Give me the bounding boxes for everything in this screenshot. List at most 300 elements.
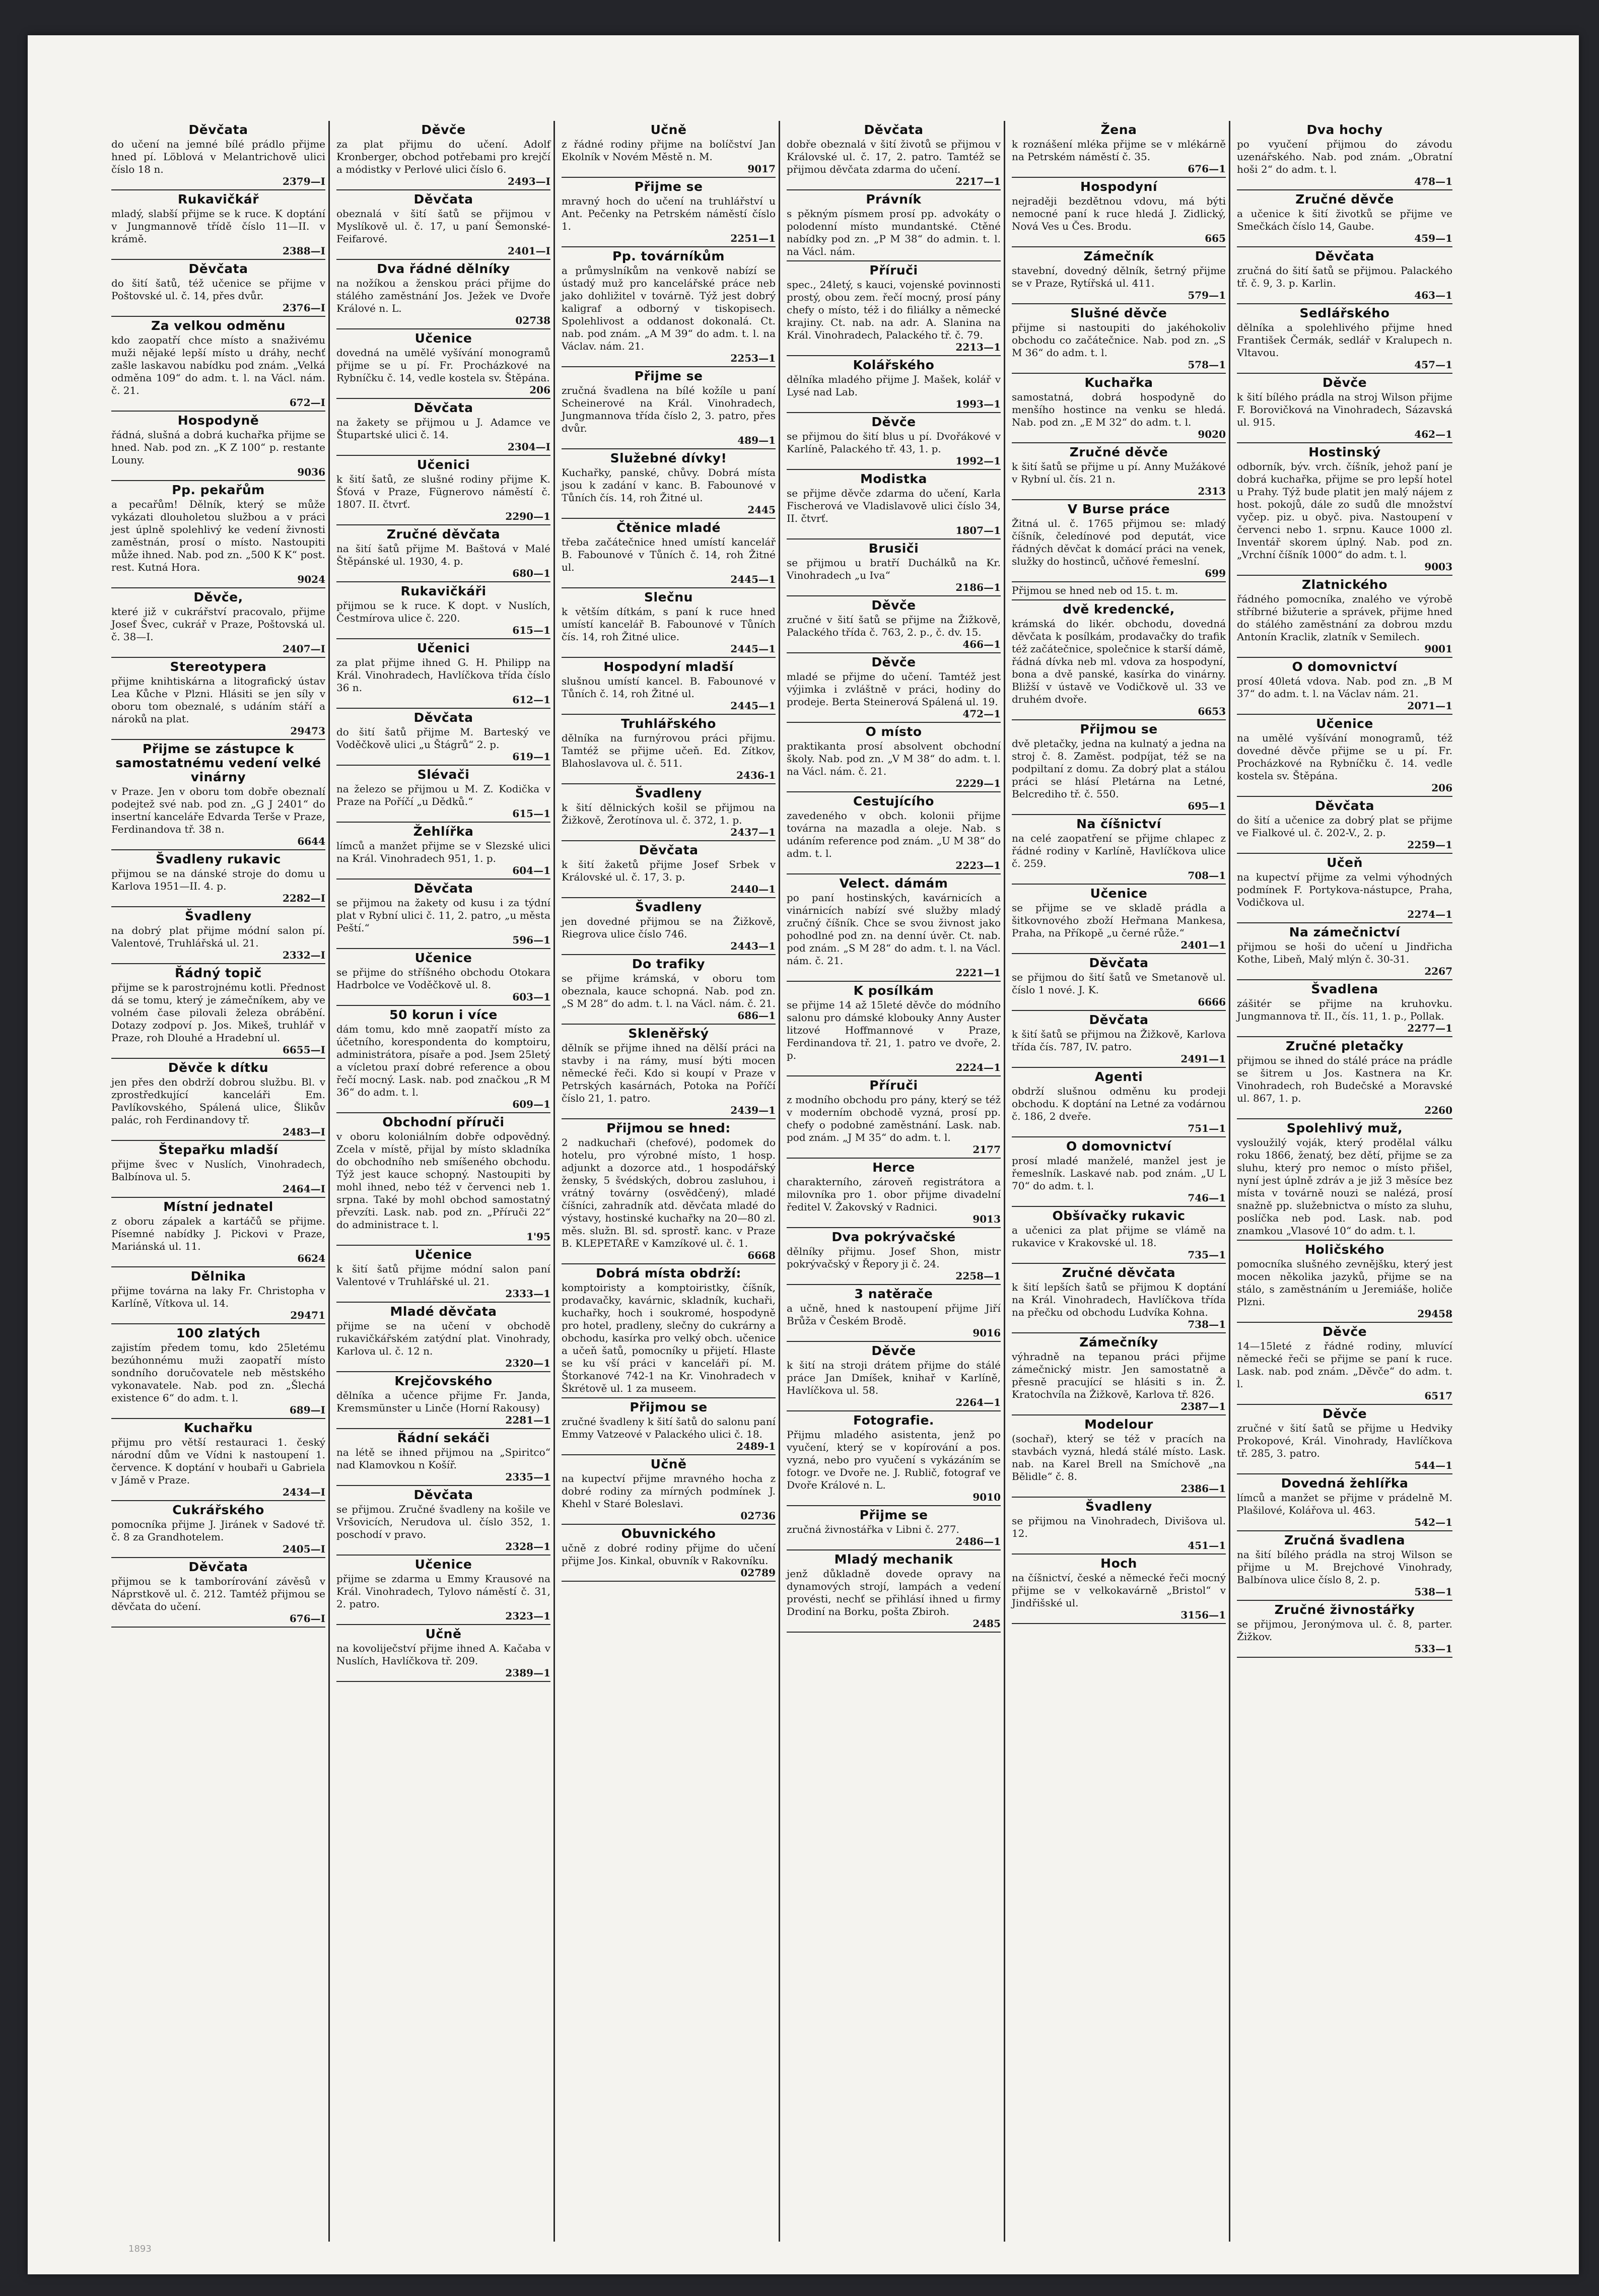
ad-code: 2229—1 — [955, 777, 1001, 789]
classified-ad — [1237, 576, 1452, 658]
ad-code: 9003 — [1424, 561, 1452, 573]
classified-ad — [1012, 121, 1226, 178]
ad-heading: Přijmou se — [630, 1400, 708, 1414]
ad-heading: Dva hochy — [1306, 122, 1383, 137]
classified-ad — [1012, 304, 1226, 374]
classified-ad — [562, 1119, 776, 1264]
ad-code: 746—1 — [1188, 1192, 1226, 1204]
classified-ad — [1012, 1498, 1226, 1555]
classified-ad — [1237, 658, 1452, 715]
ad-heading: Kuchařku — [184, 1421, 253, 1435]
ad-heading: Děvče — [421, 122, 466, 137]
ad-text: se přijmou, Jeronýmova ul. č. 8, parter. Žižkov. — [1237, 1618, 1452, 1643]
ad-text: límců a manžet se přijme v prádelně M. Plašilové, Kolářova ul. 463. — [1237, 1492, 1452, 1516]
ad-code: 695—1 — [1188, 800, 1226, 812]
classified-ad — [562, 898, 776, 955]
ad-heading: Fotografie. — [853, 1413, 934, 1428]
ad-text: se přijmou. Zručné švadleny na košile ve Vršovicích, Nerudova ul. číslo 352, 1. poschodí v pravo. — [336, 1503, 550, 1540]
ad-code: 2224—1 — [955, 1061, 1001, 1073]
ad-code: 1992—1 — [955, 455, 1001, 467]
ad-text: vysloužilý voják, který prodělal válku roku 1866, ženatý, bez dětí, přijme se za sluhu, který pro nemoc o místo přišel, nyní jest úplně zdráv a je již 3 měsíce bez místa v továrně nouzi se nalézá, prosí snažně pp. služebnictva o místo za sluhu, poslíčka neb pod. Lask. nab. pod znamkou „Vlasové 10“ do adm. t. l. — [1237, 1136, 1452, 1237]
ad-text: zášitér se přijme na kruhovku. Jungmannova tř. II., čís. 11, 1. p., Pollak. — [1237, 997, 1452, 1022]
ad-code: 478—1 — [1414, 175, 1452, 187]
classified-ad — [1012, 1333, 1226, 1415]
classified-ad — [787, 1506, 1001, 1550]
ad-text: Žitná ul. č. 1765 přijmou se: mladý číšník, čeledínové pod deputát, vice řádných děvčat k domácí práci na venek, služky do hostinců, učňové řemeslní. — [1012, 517, 1226, 567]
classified-ad — [787, 121, 1001, 190]
ad-heading: Příruči — [869, 263, 918, 278]
ad-text: pomocníka slušného zevnějšku, který jest mocen několika jazyků, přijme se na stálo, s zaměstnáním u Jeremiáše, holiče Plzni. — [1237, 1258, 1452, 1308]
ad-heading: Na zámečnictví — [1289, 925, 1401, 939]
ad-code: 2439—1 — [730, 1104, 776, 1116]
ad-heading: Přijme se zástupce k samostatnému vedení velké vinárny — [115, 741, 321, 784]
classified-ad — [1012, 178, 1226, 247]
ad-heading: Děvčata — [413, 1488, 473, 1502]
classified-ad — [1237, 247, 1452, 304]
ad-text: Přijmou se hned neb od 15. t. m. — [1012, 584, 1178, 596]
ad-code: 451—1 — [1188, 1539, 1226, 1551]
ad-heading: Cukrářského — [172, 1503, 264, 1517]
ad-code: 2386—1 — [1180, 1482, 1226, 1495]
ad-text: pomocníka přijme J. Jiránek v Sadové tř. č. 8 za Grandhotelem. — [111, 1518, 325, 1543]
ad-text: se přijme děvče zdarma do učení, Karla Fischerová ve Vladislavově ulici číslo 34, II. čtvrť. — [787, 487, 1001, 524]
ad-code: 544—1 — [1414, 1459, 1452, 1471]
ad-code: 2389—1 — [505, 1667, 550, 1679]
ad-text: jen přes den obdrží dobrou službu. Bl. v zprostředkující kanceláři Em. Pavlíkovského, Spálená ulice, Šlikův palác, roh Ferdinandovy tř. — [111, 1076, 325, 1126]
ad-text: přijme se zdarma u Emmy Krausové na Král. Vinohradech, Tylovo náměstí č. 31, 2. patro. — [336, 1573, 550, 1610]
ad-heading: Žena — [1100, 122, 1137, 137]
classified-ad — [562, 1025, 776, 1119]
ad-heading: Rukavičkář — [177, 192, 259, 207]
ad-text: se přijme se ve skladě prádla a šitkovnového zboží Heřmana Mankesa, Praha, na Příkopě „u černé růže.“ — [1012, 902, 1226, 939]
ad-code: 751—1 — [1188, 1122, 1226, 1134]
classified-ad — [787, 596, 1001, 653]
ad-code: 463—1 — [1414, 289, 1452, 301]
ad-heading: Zručné děvčata — [1062, 1265, 1176, 1280]
ad-code: 542—1 — [1414, 1516, 1452, 1528]
ad-heading: Stereotypera — [170, 659, 267, 674]
ad-text: zručné švadleny k šití šatů do salonu paní Emmy Vatzeové v Palackého ulici č. 18. — [562, 1415, 776, 1440]
ad-code: 604—1 — [512, 864, 550, 876]
ad-text: k šití šatů se přijme u pí. Anny Mužákové v Rybní ul. čís. 21 n. — [1012, 460, 1226, 485]
ad-code: 2445—1 — [730, 700, 776, 712]
ad-code: 489—1 — [737, 434, 776, 446]
classified-ad — [787, 1411, 1001, 1506]
ad-text: obdrží slušnou odměnu ku prodeji obchodu. K doptání na Letné za vodárnou č. 186, 2 dveře. — [1012, 1085, 1226, 1122]
ad-heading: Učenici — [416, 457, 470, 472]
ad-heading: Velect. dámám — [839, 876, 948, 891]
classified-ad — [1012, 374, 1226, 443]
classified-ad — [1237, 1241, 1452, 1323]
ad-code: 596—1 — [512, 934, 550, 946]
ad-text: do šití šatů přijme M. Barteský ve Voděčkově ulici „u Štágrů“ 2. p. — [336, 726, 550, 751]
ad-heading: Zámečník — [1083, 249, 1154, 263]
classified-column — [1234, 121, 1455, 2242]
ad-heading: Spolehlivý muž, — [1286, 1121, 1403, 1135]
ad-code: 2290—1 — [505, 510, 550, 522]
ad-code: 2485 — [972, 1617, 1001, 1630]
ad-text: Kuchařky, panské, chůvy. Dobrá místa jsou k zadání v kanc. B. Fabounové v Tůních čís. 14, roh Žitné ul. — [562, 466, 776, 504]
ad-heading: Švadleny — [635, 786, 702, 800]
classified-ad — [1237, 1037, 1452, 1119]
ad-text: k šití šatů přijme módní salon paní Valentové v Truhlářské ul. 21. — [336, 1263, 550, 1288]
classified-ad — [1237, 715, 1452, 797]
ad-heading: Slušné děvče — [1070, 306, 1167, 320]
ad-text: dělníka mladého přijme J. Mašek, kolář v Lysé nad Lab. — [787, 373, 1001, 398]
ad-text: do učení na jemné bílé prádlo přijme hned pí. Löblová v Melantrichově ulici číslo 18 n. — [111, 138, 325, 175]
ad-code: 2221—1 — [955, 967, 1001, 979]
ad-text: zručné v šití šatů se přijme u Hedviky Prokopové, Král. Vinohrady, Havlíčkova tř. 285, 3. patro. — [1237, 1422, 1452, 1459]
ad-heading: Hospodyně — [177, 413, 259, 428]
ad-text: se přijmou do šití blus u pí. Dvořákové v Karlíně, Palackého tř. 43, 1. p. — [787, 430, 1001, 455]
classified-ad — [111, 1501, 325, 1558]
ad-text: 2 nadkuchaři (chefové), podomek do hotelu, pro výrobné místo, 1 hosp. adjunkt a dozorce atd., 1 hospodářský žensky, 5 švédských, dobrou zasluhou, i vrátný továrny (osvědčený), mladé číšníci, zahradník atd. děvčata mladé do výstavy, hostinské kuchařky na 20—80 zl. měs. služn. Bl. sd. sprostř. kanc. v Praze B. KLEPETAŘE v Kamzíkové ul. č. 1. — [562, 1136, 776, 1249]
classified-ad — [787, 982, 1001, 1076]
classified-ad — [1237, 121, 1452, 190]
ad-code: 206 — [529, 384, 550, 396]
ad-code: 2258—1 — [955, 1270, 1001, 1282]
ad-text: s pěkným písmem prosí pp. advokáty o polodenní místo mundantské. Ctěné nabídky pod zn. „P M 38“ do admin. t. l. na Václ. nám. — [787, 208, 1001, 257]
classified-ad — [1012, 1137, 1226, 1207]
classified-ad — [562, 841, 776, 898]
ad-text: límců a manžet přijme se v Slezské ulici na Král. Vinohradech 951, 1. p. — [336, 840, 550, 864]
ad-text: mladý, slabší přijme se k ruce. K doptání v Jungmannově třídě číslo 11—II. v krámě. — [111, 208, 325, 245]
ad-text: 14—15leté z řádné rodiny, mluvící německé řeči se přijme se paní k ruce. Lask. nab. pod znám. „Děvče“ do adm. t. l. — [1237, 1340, 1452, 1390]
classified-ad — [1237, 1531, 1452, 1601]
ad-code: 2328—1 — [505, 1540, 550, 1552]
classified-ad — [1237, 374, 1452, 443]
ad-heading: Právník — [866, 192, 922, 207]
ad-code: 538—1 — [1414, 1586, 1452, 1598]
ad-text: dvě pletačky, jedna na kulnatý a jedna na stroj č. 8. Zaměst. podpíjat, též se na podpiltaní z domu. Za dobrý plat a stálou práci se hlásí Pletárna na Letné, Belcrediho tř. č. 550. — [1012, 737, 1226, 800]
ad-heading: Učně — [650, 122, 687, 137]
ad-heading: Obšívačky rukavic — [1052, 1208, 1186, 1223]
ad-heading: Brusiči — [868, 541, 919, 556]
ad-code: 2437—1 — [730, 826, 776, 838]
ad-text: k roznášení mléka přijme se v mlékárně na Petrském náměstí č. 35. — [1012, 138, 1226, 163]
ad-code: 2387—1 — [1180, 1400, 1226, 1412]
classified-ad — [1237, 923, 1452, 980]
ad-heading: Kolářského — [853, 358, 935, 372]
ad-text: za plat přijme ihned G. H. Philipp na Král. Vinohradech, Havlíčkova třída číslo 36 n. — [336, 656, 550, 694]
ad-code: 1'95 — [526, 1231, 550, 1243]
classified-ad — [1237, 1323, 1452, 1405]
ad-heading: Modistka — [860, 471, 927, 486]
ad-code: 2445—1 — [730, 643, 776, 655]
ad-text: odborník, býv. vrch. číšník, jehož paní je dobrá kuchařka, přijme se pro lepší hotel u Prahy. Týž bude platit jen malý nájem z host. pokojů, dále zo sudů dle množství vyčep. piz. u obyč. piva. Nastoupení v červenci nebo 1. srpnu. Kauce 1000 zl. Inventář skorem úplný. Nab. pod zn. „Vrchní číšník 1000“ do adm. t. l. — [1237, 460, 1452, 561]
ad-code: 2434—I — [282, 1486, 325, 1498]
ad-text: a pecařům! Dělník, který se může vykázati dlouholetou službou a v práci jest úplně spolehlivý ke vedení živnosti zaměstnán, prosí o místo. Nastoupiti může ihned. Nab. pod zn. „500 K K“ post. rest. Kutná Hora. — [111, 498, 325, 573]
classified-ad — [111, 658, 325, 740]
ad-heading: Na číšnictví — [1076, 817, 1161, 831]
classified-ad — [562, 121, 776, 178]
ad-heading: 50 korun i více — [389, 1007, 498, 1022]
classified-ad — [1012, 500, 1226, 582]
ad-text: slušnou umístí kancel. B. Fabounové v Tůních č. 14, roh Žitné ul. — [562, 675, 776, 700]
ad-text: Přijmu mladého asistenta, jenž po vyučení, který se v kopírování a pos. vyzná, nebo pro vyučení s vykázáním se fotogr. ve Dvoře ne. J. Rublič, fotograf ve Dvoře Králové n. L. — [787, 1429, 1001, 1491]
ad-heading: Řádný topič — [175, 966, 262, 980]
ad-code: 2277—1 — [1407, 1022, 1452, 1034]
classified-ad — [787, 261, 1001, 356]
ad-heading: Učenice — [414, 331, 472, 346]
ad-heading: Švadlena — [1311, 982, 1378, 996]
ad-text: kdo zaopatří chce místo a snaživému muži nějaké lepší místo u dráhy, nechť zašle laskavou nabídku pod znám. „Velká odměna 109“ do adm. t. l. na Václ. nám. č. 21. — [111, 334, 325, 396]
ad-heading: Dělnika — [190, 1269, 246, 1284]
ad-text: se přijme 14 až 15leté děvče do módního salonu pro dámské klobouky Anny Auster litzové Hoffmannové v Praze, Ferdinandova tř. 21, 1. patro ve dvoře, 2. p. — [787, 999, 1001, 1061]
ad-heading: Agenti — [1094, 1069, 1143, 1084]
ad-code: 2407—I — [282, 643, 325, 655]
classified-ad — [111, 1141, 325, 1198]
ad-text: k šití na stroji drátem přijme do stálé práce Jan Dmíšek, knihař v Karlíně, Havlíčkova ul. 58. — [787, 1359, 1001, 1396]
classified-ad — [562, 1264, 776, 1398]
ad-code: 29458 — [1417, 1308, 1452, 1320]
ad-code: 689—I — [289, 1404, 325, 1416]
ad-code: 2445 — [747, 504, 776, 516]
ad-text: dělníky přijmu. Josef Shon, mistr pokrývačský v Řepory ji č. 24. — [787, 1245, 1001, 1270]
ad-code: 02736 — [740, 1510, 776, 1522]
ad-text: obeznalá v šití šatů se přijmou v Myslíkově ul. č. 17, u paní Šemonské-Feifarové. — [336, 208, 550, 245]
ad-text: přijme si nastoupiti do jakéhokoliv obchodu co začátečnice. Nab. pod zn. „S M 36“ do adm. t. l. — [1012, 321, 1226, 359]
classified-ad — [336, 582, 550, 639]
ad-code: 2253—1 — [730, 352, 776, 364]
classified-ad — [562, 784, 776, 841]
ad-text: se přijme do stříšného obchodu Otokara Hadrbolce ve Voděčkově ul. 8. — [336, 966, 550, 991]
ad-code: 2464—I — [282, 1183, 325, 1195]
ad-heading: Děvče — [1322, 375, 1367, 390]
ad-code: 2274—1 — [1407, 908, 1452, 920]
classified-ad — [111, 190, 325, 260]
ad-code: 9024 — [297, 573, 325, 585]
classified-ad — [787, 413, 1001, 470]
ad-heading: Řádní sekáči — [397, 1431, 490, 1445]
ad-heading: Učenice — [1090, 886, 1148, 901]
ad-text: zajistím předem tomu, kdo 25letému bezúhonnému muži zaopatří místo sondního doručovatele neb městského vykonavatele. Nab. pod zn. „Šlechá existence 6“ do adm. t. l. — [111, 1341, 325, 1404]
ad-text: po vyučení přijmou do závodu uzenářského. Nab. pod znám. „Obratní hoši 2“ do adm. t. l. — [1237, 138, 1452, 175]
ad-heading: Děvčata — [639, 843, 699, 857]
ad-heading: Zručné děvče — [1295, 192, 1394, 207]
ad-code: 9036 — [297, 466, 325, 478]
ad-heading: Děvče — [871, 655, 916, 669]
classified-ad — [336, 1625, 550, 1682]
ad-text: dělníka na furnýrovou práci přijmu. Tamtéž se přijme učeň. Ed. Zítkov, Blahoslavova ul. č. 511. — [562, 732, 776, 769]
classified-columns — [108, 121, 1518, 2242]
ad-text: přijmou se ihned do stálé práce na prádle se šitrem u Jos. Kastnera na Kr. Vinohradech, roh Budečské a Moravské ul. 867, 1. p. — [1237, 1054, 1452, 1104]
classified-ad — [111, 1059, 325, 1141]
ad-text: na celé zaopatření se přijme chlapec z řádné rodiny v Karlíně, Havlíčkova ulice č. 259. — [1012, 832, 1226, 869]
ad-code: 676—I — [289, 1612, 325, 1625]
classified-ad — [787, 874, 1001, 982]
ad-heading: Herce — [872, 1160, 915, 1175]
ad-heading: Sedlářského — [1299, 306, 1390, 320]
classified-ad — [336, 1486, 550, 1556]
ad-heading: Zlatnického — [1301, 577, 1388, 592]
classified-ad — [111, 412, 325, 481]
ad-code: 2493—I — [507, 175, 550, 187]
ad-heading: Modelour — [1084, 1417, 1153, 1432]
classified-ad — [1012, 1011, 1226, 1068]
ad-text: na kupectví přijme mravného hocha z dobré rodiny za mírných podmínek J. Khehl v Staré Boleslavi. — [562, 1472, 776, 1510]
ad-text: zavedeného v obch. kolonii přijme továrna na mazadla a oleje. Nab. s udáním reference pod znám. „U M 38“ do adm. t. l. — [787, 809, 1001, 859]
ad-heading: Dovedná žehlířka — [1281, 1476, 1409, 1491]
classified-ad — [111, 1419, 325, 1501]
ad-heading: Čtěnice mladé — [616, 520, 721, 535]
ad-heading: Kuchařka — [1084, 375, 1153, 390]
ad-text: výhradně na tepanou práci přijme zámečnický mistr. Jen samostatně a přesně pracující se hlásiti s in. Ž. Kratochvíla na Žižkově, Karlova tř. 826. — [1012, 1350, 1226, 1400]
ad-code: 615—1 — [512, 807, 550, 820]
ad-text: na kupectví přijme za velmi výhodných podmínek F. Portykova-nástupce, Praha, Vodičkova ul. — [1237, 871, 1452, 908]
ad-text: na železo se přijmou u M. Z. Kodička v Praze na Poříčí „u Dědků.“ — [336, 783, 550, 807]
ad-code: 9013 — [972, 1213, 1001, 1225]
ad-code: 02738 — [515, 314, 550, 326]
ad-heading: Děvče — [871, 415, 916, 429]
ad-text: do šití šatů, též učenice se přijme v Poštovské ul. č. 14, přes dvůr. — [111, 277, 325, 302]
ad-code: 578—1 — [1188, 359, 1226, 371]
ad-heading: Dva pokrývačské — [831, 1230, 956, 1244]
ad-heading: Děvčata — [864, 122, 924, 137]
classified-ad — [1012, 582, 1226, 600]
ad-code: 2217—1 — [955, 175, 1001, 187]
ad-heading: Obuvnického — [621, 1526, 716, 1541]
classified-ad — [787, 190, 1001, 261]
ad-text: řádného pomocníka, znalého ve výrobě stříbrné bižuterie a správek, přijme hned do stálého zaměstnání za dobrou mzdu Antonín Kraclik, zlatník v Semilech. — [1237, 593, 1452, 643]
classified-ad — [1012, 1264, 1226, 1333]
ad-code: 2483—I — [282, 1126, 325, 1138]
classified-ad — [111, 1267, 325, 1324]
ad-heading: Učenice — [1316, 716, 1373, 731]
classified-column — [784, 121, 1005, 2242]
ad-text: učně z dobré rodiny přijme do učení přijme Jos. Kinkal, obuvník v Rakovníku. — [562, 1542, 776, 1567]
ad-heading: Hospodyní — [1080, 179, 1158, 194]
ad-heading: Truhlářského — [621, 716, 716, 731]
ad-text: k větším dítkám, s paní k ruce hned umístí kancelář B. Fabounové v Tůních čís. 14, roh Žitné ulice. — [562, 605, 776, 643]
classified-ad — [336, 121, 550, 190]
ad-text: jen dovedné přijmou se na Žižkově, Riegrova ulice číslo 746. — [562, 915, 776, 940]
ad-code: 6655—I — [282, 1044, 325, 1056]
classified-ad — [787, 792, 1001, 874]
ad-text: zručná do šití šatů se přijmou. Palackého tř. č. 9, 3. p. Karlin. — [1237, 264, 1452, 289]
ad-text: řádná, slušná a dobrá kuchařka přijme se hned. Nab. pod zn. „K Z 100“ p. restante Louny. — [111, 429, 325, 466]
ad-text: po paní hostinských, kavárnicích a vinárnicích nabízí své služby mladý zručný číšník. Chce se svou živnost jako pohodlné pod zn. na denní úvěr. Ct. nab. pod znám. „S M 28“ do adm. t. l. na Václ. nám. č. 21. — [787, 892, 1001, 967]
ad-code: 2313 — [1198, 485, 1226, 497]
ad-text: zručné v šití šatů se přijme na Žižkově, Palackého třída č. 763, 2. p., č. dv. 15. — [787, 614, 1001, 638]
ad-code: 9017 — [747, 163, 776, 175]
ad-text: k šití dělnických košil se přijmou na Žižkově, Žerotínova ul. č. 372, 1. p. — [562, 801, 776, 826]
classified-ad — [336, 1303, 550, 1372]
ad-code: 2401—1 — [1180, 939, 1226, 951]
classified-ad — [111, 850, 325, 907]
ad-heading: Děvče — [1322, 1406, 1367, 1421]
ad-text: praktikanta prosí absolvent obchodní školy. Nab. pod zn. „V M 38“ do adm. t. l. na Václ. nám. č. 21. — [787, 740, 1001, 777]
ad-text: dobře obeznalá v šití životů se přijmou v Královské ul. č. 17, 2. patro. Tamtéž se přijmou děvčata zdarma do učení. — [787, 138, 1001, 175]
classified-ad — [562, 247, 776, 367]
classified-ad — [562, 1525, 776, 1582]
ad-heading: Hostinský — [1308, 445, 1381, 459]
ad-code: 1993—1 — [955, 398, 1001, 410]
ad-heading: 3 natěrače — [854, 1287, 933, 1301]
classified-ad — [787, 1076, 1001, 1159]
ad-heading: Žehlířka — [413, 824, 474, 839]
classified-ad — [1012, 1415, 1226, 1498]
classified-ad — [1012, 600, 1226, 720]
classified-column — [559, 121, 780, 2242]
ad-heading: Za velkou odměnu — [151, 318, 286, 333]
ad-heading: Přijme se — [634, 369, 703, 383]
ad-code: 686—1 — [737, 1009, 776, 1022]
ad-text: (sochař), který se též v pracích na stavbách vyzná, hledá stálé místo. Lask. nab. na Karel Brell na Smíchově „na Bělidle“ č. 8. — [1012, 1433, 1226, 1482]
page-folio: 1893 — [128, 2244, 152, 2254]
classified-ad — [787, 1285, 1001, 1342]
classified-ad — [1012, 1207, 1226, 1264]
classified-ad — [111, 481, 325, 588]
ad-code: 6517 — [1424, 1390, 1452, 1402]
classified-ad — [1012, 815, 1226, 885]
classified-ad — [336, 880, 550, 949]
ad-heading: 100 zlatých — [176, 1326, 261, 1340]
ad-code: 2491—1 — [1180, 1053, 1226, 1065]
ad-heading: Přijme se — [859, 1508, 928, 1522]
newspaper-page — [28, 35, 1579, 2274]
ad-text: se přijmou do šití šatů ve Smetanově ul. číslo 1 nové. J. K. — [1012, 971, 1226, 996]
ad-heading: Učenice — [414, 1557, 472, 1572]
classified-ad — [562, 658, 776, 715]
ad-code: 2213—1 — [955, 341, 1001, 353]
ad-heading: Děvčata — [1089, 956, 1149, 970]
ad-text: na dobrý plat přijme módní salon pí. Valentové, Truhlářská ul. 21. — [111, 924, 325, 949]
classified-ad — [111, 1558, 325, 1628]
ad-text: prosí 40letá vdova. Nab. pod zn. „B M 37“ do adm. t. l. na Václav nám. 21. — [1237, 675, 1452, 700]
classified-ad — [111, 588, 325, 658]
ad-text: prosí mladé manželé, manžel jest je řemeslník. Laskavé nab. pod znám. „U L 70“ do adm. t. l. — [1012, 1155, 1226, 1192]
ad-code: 02789 — [740, 1567, 776, 1579]
classified-ad — [111, 964, 325, 1059]
ad-heading: Přijmou se hned: — [606, 1121, 731, 1135]
ad-heading: Cestujícího — [853, 794, 934, 808]
ad-code: 2440—1 — [730, 883, 776, 895]
classified-ad — [336, 639, 550, 709]
ad-text: z modního obchodu pro pány, který se též v moderním obchodě vyzná, prosí pp. chefy o podobné zaměstnání. Lask. nab. pod znám. „J M 35“ do adm. t. l. — [787, 1094, 1001, 1143]
classified-ad — [787, 1159, 1001, 1228]
ad-heading: Děvčata — [1314, 249, 1374, 263]
classified-ad — [787, 1550, 1001, 1633]
ad-text: komptoiristy a komptoiristky, číšník, prodavačky, kavárnic, skladník, kuchaři, kuchařky, hoch i soukromé, hospodyně pro hotel, pradleny, slečny do cukrárny a obchodu, kasírka pro velký obch. učenice a učeň šatů, pomocníky u přijetí. Hlaste se ku vší práci v kanceláři pí. M. Štorkanové 742-1 na Kr. Vinohradech v Škrétově ul. 1 za museem. — [562, 1281, 776, 1394]
ad-code: 2177 — [972, 1143, 1001, 1156]
ad-heading: Učně — [425, 1627, 462, 1641]
ad-heading: Učenice — [414, 951, 472, 965]
classified-ad — [1012, 443, 1226, 500]
ad-heading: Dva řádné dělníky — [377, 261, 510, 276]
ad-code: 457—1 — [1414, 359, 1452, 371]
classified-column — [1009, 121, 1230, 2242]
ad-code: 206 — [1431, 782, 1452, 794]
ad-code: 680—1 — [512, 567, 550, 579]
ad-code: 6668 — [747, 1249, 776, 1261]
ad-heading: Štepařku mladší — [158, 1142, 279, 1157]
ad-text: zručná živnostářka v Libni č. 277. — [787, 1523, 959, 1535]
ad-code: 2251—1 — [730, 232, 776, 244]
ad-code: 466—1 — [962, 638, 1001, 650]
ad-heading: Děvče — [871, 598, 916, 613]
classified-ad — [111, 740, 325, 850]
ad-code: 2489-1 — [736, 1440, 776, 1452]
ad-heading: Děvčata — [413, 710, 473, 725]
ad-text: a učenici za plat přijme se vlámě na rukavice v Krakovské ul. 18. — [1012, 1224, 1226, 1249]
ad-text: přijmou se hoši do učení u Jindřicha Kothe, Libeň, Malý mlýn č. 30-31. — [1237, 940, 1452, 965]
ad-text: jenž důkladně dovede opravy na dynamových strojí, lampách a vedení provésti, nechť se přihlásí ihned u firmy Drodiní na Borku, pošta Zbiroh. — [787, 1568, 1001, 1617]
ad-text: spec., 24letý, s kauci, vojenské povinnosti prostý, obou zem. řečí mocný, prosí pány chefy o místo, též i do filiálky a německé krajiny. Ct. nab. na adr. A. Slanina na Král. Vinohradech, Palackého tř. č. 79. — [787, 279, 1001, 341]
ad-heading: dvě kredencké, — [1063, 602, 1175, 617]
ad-code: 699 — [1205, 567, 1226, 579]
classified-ad — [336, 525, 550, 582]
